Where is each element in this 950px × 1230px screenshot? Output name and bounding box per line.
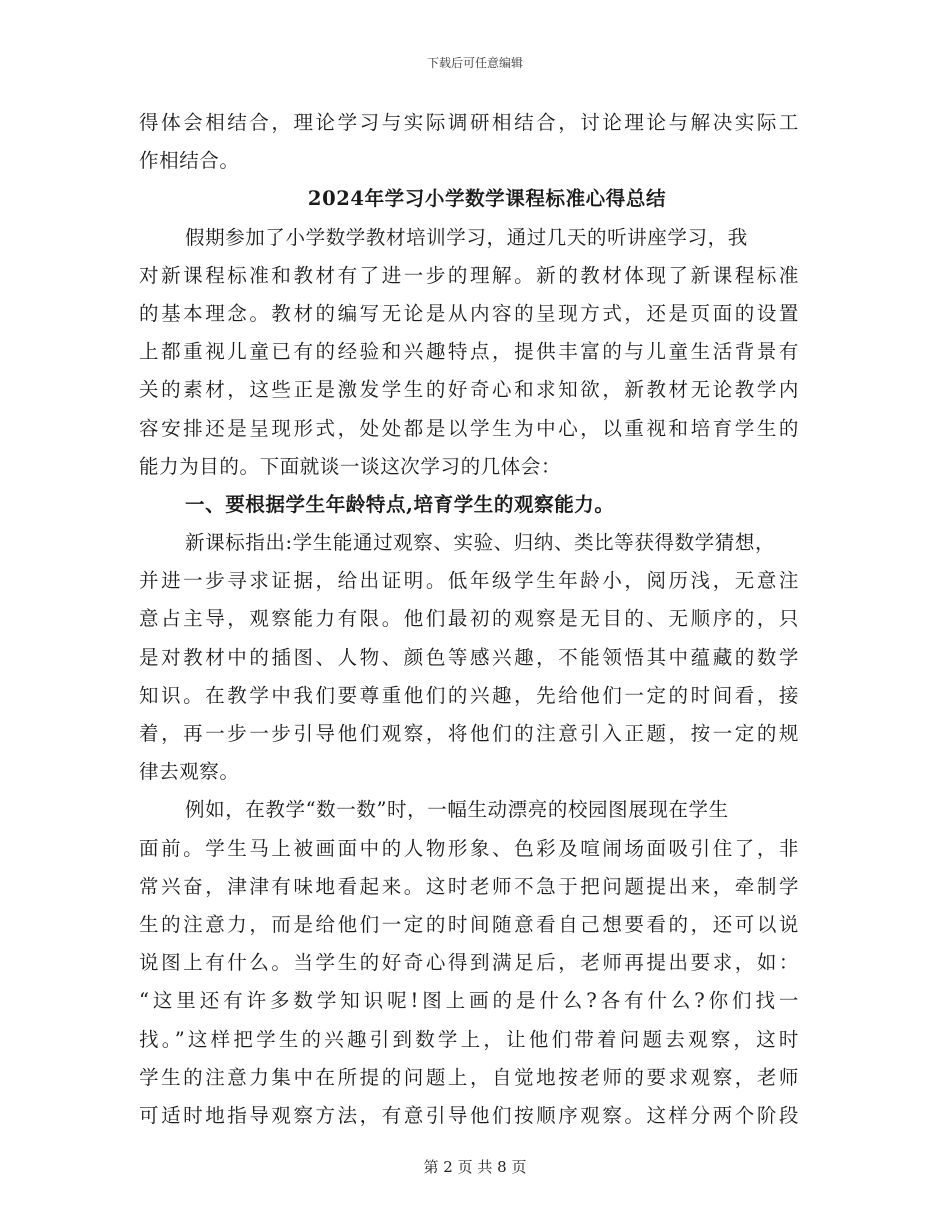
paragraph-first-line: 新课标指出:学生能通过观察、实验、归纳、类比等获得数学猜想， (185, 531, 776, 555)
text-line: 找。”这样把学生的兴趣引到数学上，让他们带着问题去观察，这时 (139, 1027, 799, 1051)
text-line: 对新课程标准和教材有了进一步的理解。新的教材体现了新课程标准 (139, 263, 799, 287)
text-line: 面前。学生马上被画面中的人物形象、色彩及喧闹场面吸引住了，非 (139, 836, 799, 860)
page-footer: 第 2 页 共 8 页 (423, 1158, 527, 1176)
text-line: 容安排还是呈现形式，处处都是以学生为中心，以重视和培育学生的 (139, 416, 799, 440)
text-line: 关的素材，这些正是激发学生的好奇心和求知欲，新教材无论教学内 (139, 378, 799, 402)
text-line: 意占主导，观察能力有限。他们最初的观察是无目的、无顺序的，只 (139, 607, 799, 631)
text-line: 并进一步寻求证据，给出证明。低年级学生年龄小，阅历浅，无意注 (139, 569, 799, 593)
text-line: 学生的注意力集中在所提的问题上，自觉地按老师的要求观察，老师 (139, 1065, 799, 1089)
paragraph-first-line: 例如，在教学“数一数”时，一幅生动漂亮的校园图展现在学生 (185, 798, 729, 822)
text-line: 是对教材中的插图、人物、颜色等感兴趣，不能领悟其中蕴藏的数学 (139, 645, 799, 669)
text-line: 律去观察。 (139, 760, 240, 784)
document-body (139, 104, 799, 1135)
section-heading: 一、要根据学生年龄特点,培育学生的观察能力。 (185, 492, 615, 516)
text-line: 常兴奋，津津有味地看起来。这时老师不急于把问题提出来，牵制学 (139, 874, 799, 898)
paragraph-first-line: 假期参加了小学数学教材培训学习，通过几天的听讲座学习，我 (185, 225, 748, 249)
text-line: “这里还有许多数学知识呢!图上画的是什么?各有什么?你们找一 (139, 989, 799, 1013)
text-line: 能力为目的。下面就谈一谈这次学习的几体会： (139, 454, 562, 478)
text-line: 作相结合。 (139, 149, 240, 173)
text-line: 可适时地指导观察方法，有意引导他们按顺序观察。这样分两个阶段 (139, 1103, 799, 1127)
text-line: 知识。在教学中我们要尊重他们的兴趣，先给他们一定的时间看，接 (139, 683, 799, 707)
text-line: 的基本理念。教材的编写无论是从内容的呈现方式，还是页面的设置 (139, 301, 799, 325)
text-line: 上都重视儿童已有的经验和兴趣特点，提供丰富的与儿童生活背景有 (139, 340, 799, 364)
text-line: 说图上有什么。当学生的好奇心得到满足后，老师再提出要求，如： (139, 951, 799, 975)
text-line: 生的注意力，而是给他们一定的时间随意看自己想要看的，还可以说 (139, 912, 799, 936)
text-line: 着，再一步一步引导他们观察，将他们的注意引入正题，按一定的规 (139, 722, 799, 745)
text-line: 得体会相结合，理论学习与实际调研相结合，讨论理论与解决实际工 (139, 111, 799, 134)
document-title: 2024年学习小学数学课程标准心得总结 (307, 187, 667, 211)
page-header: 下载后可任意编辑 (426, 56, 523, 70)
